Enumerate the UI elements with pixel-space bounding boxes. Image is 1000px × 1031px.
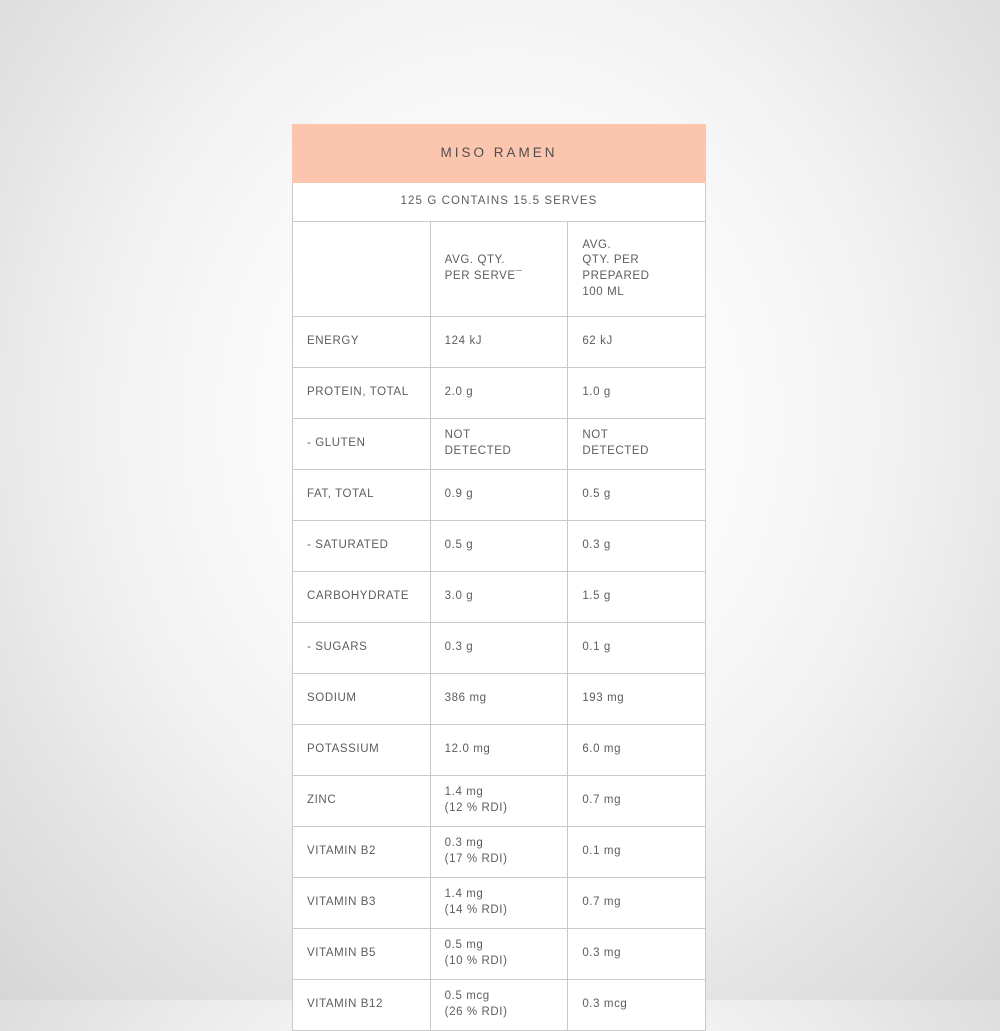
value-per-serve-main: 0.5 mg bbox=[444, 939, 484, 952]
value-per-prepared-main: 0.1 g bbox=[582, 641, 611, 654]
table-row bbox=[293, 674, 706, 725]
value-per-prepared bbox=[568, 572, 706, 623]
nutrient-label: CARBOHYDRATE bbox=[293, 572, 431, 623]
value-per-serve bbox=[430, 317, 568, 368]
value-per-prepared-main: 0.3 g bbox=[582, 539, 611, 552]
value-per-serve-sub: (14 % RDI) bbox=[444, 904, 508, 916]
value-per-serve-main: 2.0 g bbox=[444, 386, 474, 399]
value-per-serve-main: 1.4 mg bbox=[444, 888, 484, 901]
header-per-prepared-line3: PREPARED bbox=[582, 270, 650, 282]
value-per-prepared-main: 0.7 mg bbox=[582, 896, 622, 909]
value-per-serve-main: 0.3 g bbox=[444, 641, 474, 654]
value-per-serve bbox=[430, 521, 568, 572]
nutrient-label: VITAMIN B5 bbox=[293, 929, 431, 980]
value-per-serve bbox=[430, 572, 568, 623]
table-row bbox=[293, 827, 706, 878]
value-per-serve-main: 12.0 mg bbox=[444, 743, 491, 756]
value-per-prepared-main: 6.0 mg bbox=[582, 743, 622, 756]
value-per-prepared bbox=[568, 419, 706, 470]
nutrient-label: VITAMIN B2 bbox=[293, 827, 431, 878]
value-per-serve-sub: (10 % RDI) bbox=[444, 955, 508, 967]
serves-row bbox=[293, 183, 706, 222]
nutrient-label: POTASSIUM bbox=[293, 725, 431, 776]
nutrition-table bbox=[292, 124, 706, 1031]
value-per-prepared bbox=[568, 317, 706, 368]
value-per-prepared-main: 193 mg bbox=[582, 692, 625, 705]
table-row bbox=[293, 725, 706, 776]
nutrient-label: FAT, TOTAL bbox=[293, 470, 431, 521]
table-row bbox=[293, 317, 706, 368]
table-row bbox=[293, 980, 706, 1031]
value-per-serve bbox=[430, 623, 568, 674]
header-per-serve bbox=[430, 222, 568, 317]
value-per-prepared-main: 0.1 mg bbox=[582, 845, 622, 858]
value-per-serve-main: 1.4 mg bbox=[444, 786, 484, 799]
table-row bbox=[293, 368, 706, 419]
header-blank-cell bbox=[293, 222, 431, 317]
table-row bbox=[293, 572, 706, 623]
serves-text: 125 G CONTAINS 15.5 SERVES bbox=[400, 195, 598, 208]
value-per-prepared bbox=[568, 776, 706, 827]
value-per-serve-main: 386 mg bbox=[444, 692, 487, 705]
value-per-serve bbox=[430, 776, 568, 827]
table-row bbox=[293, 878, 706, 929]
value-per-prepared bbox=[568, 878, 706, 929]
value-per-prepared-main: 1.0 g bbox=[582, 386, 611, 399]
value-per-serve-sub: (26 % RDI) bbox=[444, 1006, 508, 1018]
value-per-serve-main: 3.0 g bbox=[444, 590, 474, 603]
value-per-prepared-main: 62 kJ bbox=[582, 335, 613, 348]
table-row bbox=[293, 470, 706, 521]
nutrient-label: VITAMIN B3 bbox=[293, 878, 431, 929]
value-per-prepared-sub: DETECTED bbox=[582, 445, 650, 457]
value-per-serve-sub: DETECTED bbox=[444, 445, 512, 457]
nutrition-panel bbox=[292, 124, 706, 1031]
value-per-serve-sub: (17 % RDI) bbox=[444, 853, 508, 865]
value-per-serve bbox=[430, 674, 568, 725]
header-per-prepared-line1: AVG. bbox=[582, 238, 612, 251]
product-title-cell bbox=[293, 125, 706, 183]
value-per-prepared bbox=[568, 980, 706, 1031]
table-row bbox=[293, 419, 706, 470]
value-per-serve-main: NOT bbox=[444, 429, 471, 442]
value-per-prepared-main: 0.5 g bbox=[582, 488, 611, 501]
value-per-serve-main: 0.3 mg bbox=[444, 837, 484, 850]
value-per-prepared bbox=[568, 929, 706, 980]
table-header-row bbox=[293, 222, 706, 317]
nutrient-label: ZINC bbox=[293, 776, 431, 827]
header-per-prepared bbox=[568, 222, 706, 317]
table-row bbox=[293, 929, 706, 980]
product-title: MISO RAMEN bbox=[440, 145, 558, 161]
header-per-prepared-line2: QTY. PER bbox=[582, 254, 640, 267]
value-per-serve-main: 0.5 g bbox=[444, 539, 474, 552]
nutrient-label: - GLUTEN bbox=[293, 419, 431, 470]
nutrient-label: - SATURATED bbox=[293, 521, 431, 572]
value-per-serve bbox=[430, 980, 568, 1031]
header-per-serve-line1: AVG. QTY. bbox=[444, 254, 506, 267]
value-per-serve bbox=[430, 725, 568, 776]
header-per-prepared-line4: 100 ML bbox=[582, 285, 625, 298]
value-per-prepared bbox=[568, 827, 706, 878]
value-per-prepared bbox=[568, 623, 706, 674]
value-per-serve bbox=[430, 368, 568, 419]
value-per-serve-main: 0.9 g bbox=[444, 488, 474, 501]
value-per-prepared-main: 0.3 mg bbox=[582, 947, 622, 960]
table-row bbox=[293, 521, 706, 572]
value-per-prepared-main: 1.5 g bbox=[582, 590, 611, 603]
value-per-prepared bbox=[568, 521, 706, 572]
value-per-prepared bbox=[568, 725, 706, 776]
value-per-serve bbox=[430, 929, 568, 980]
value-per-prepared-main: 0.3 mcg bbox=[582, 998, 628, 1011]
value-per-prepared-main: NOT bbox=[582, 429, 609, 442]
serves-cell bbox=[293, 183, 706, 222]
table-row bbox=[293, 776, 706, 827]
nutrient-label: SODIUM bbox=[293, 674, 431, 725]
nutrient-label: - SUGARS bbox=[293, 623, 431, 674]
value-per-serve bbox=[430, 878, 568, 929]
value-per-prepared bbox=[568, 368, 706, 419]
value-per-prepared bbox=[568, 470, 706, 521]
header-per-serve-line2: PER SERVE¯ bbox=[444, 270, 523, 282]
value-per-prepared bbox=[568, 674, 706, 725]
nutrient-label: ENERGY bbox=[293, 317, 431, 368]
value-per-serve-main: 124 kJ bbox=[444, 335, 483, 348]
nutrition-rows bbox=[293, 317, 706, 1031]
value-per-serve-main: 0.5 mcg bbox=[444, 990, 490, 1003]
value-per-prepared-main: 0.7 mg bbox=[582, 794, 622, 807]
value-per-serve bbox=[430, 827, 568, 878]
nutrient-label: PROTEIN, TOTAL bbox=[293, 368, 431, 419]
title-row bbox=[293, 125, 706, 183]
value-per-serve bbox=[430, 470, 568, 521]
value-per-serve bbox=[430, 419, 568, 470]
nutrient-label: VITAMIN B12 bbox=[293, 980, 431, 1031]
value-per-serve-sub: (12 % RDI) bbox=[444, 802, 508, 814]
table-row bbox=[293, 623, 706, 674]
